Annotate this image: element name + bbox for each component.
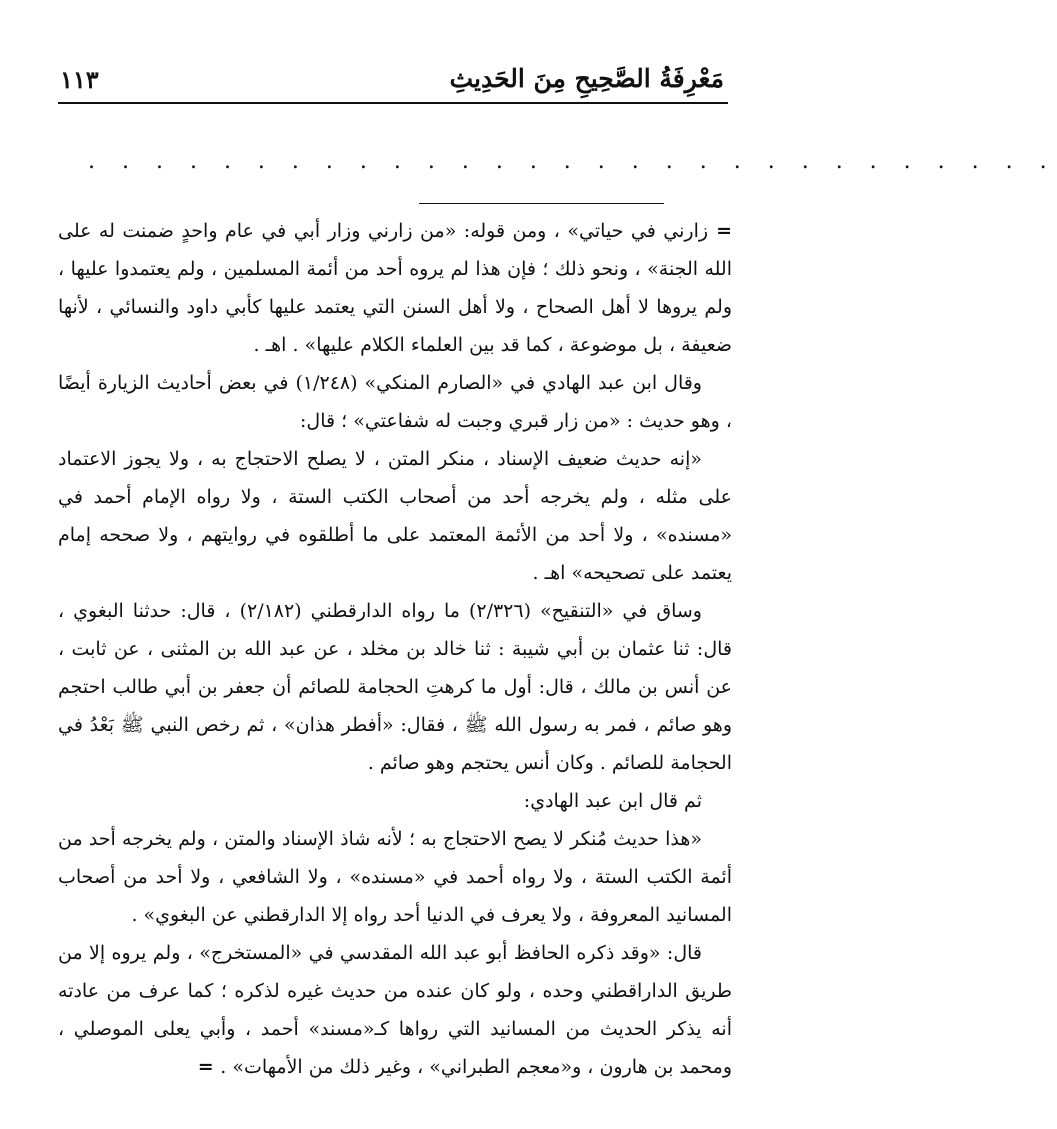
ellipsis-separator: . . . . . . . . . . . . . . . . . . . . . . . . . . . . . (88, 149, 1057, 174)
paragraph: وقال ابن عبد الهادي في «الصارم المنكي» (١/٢٤٨) في بعض أحاديث الزيارة أيضًا ، وهو حديث : «من زار قبري وجبت له شفاعتي» ؛ قال: (58, 372, 732, 432)
page-number: ١١٣ (60, 65, 99, 94)
paragraph: = زارني في حياتي» ، ومن قوله: «من زارني وزار أبي في عام واحدٍ ضمنت له على الله الجنة» ، ونحو ذلك ؛ فإن هذا لم يروه أحد من أئمة المسلمين ، ولم يعتمدوا عليها ، ولم يروها لا أهل الصحاح ، ولا أهل السنن التي يعتمد عليها كأبي داود والنسائي ، لأنها ضعيفة ، بل موضوعة ، كما قد بين العلماء الكلام عليها» . اهـ . (58, 212, 732, 364)
paragraph: «إنه حديث ضعيف الإسناد ، منكر المتن ، لا يصلح الاحتجاج به ، ولا يجوز الاعتماد على مثله ، ولم يخرجه أحد من أصحاب الكتب الستة ، ولا رواه الإمام أحمد في «مسنده» ، ولا أحد من الأئمة المعتمد على ما أطلقوه في روايتهم ، ولا صححه إمام يعتمد على تصحيحه» اهـ . (58, 448, 732, 584)
paragraph: قال: «وقد ذكره الحافظ أبو عبد الله المقدسي في «المستخرج» ، ولم يروه إلا من طريق الداراقطني وحده ، ولو كان عنده من حديث غيره لذكره ؛ كما عرف من عادته أنه يذكر الحديث من المسانيد التي رواها كـ«مسند» أحمد ، وأبي يعلى الموصلي ، ومحمد بن هارون ، و«معجم الطبراني» ، وغير ذلك من الأمهات» . = (58, 934, 732, 1086)
paragraph: وساق في «التنقيح» (٢/٣٢٦) ما رواه الدارقطني (٢/١٨٢) ، قال: حدثنا البغوي ، قال: ثنا عثمان بن أبي شيبة : ثنا خالد بن مخلد ، عن عبد الله بن المثنى ، عن ثابت ، عن أنس بن مالك ، قال: أول ما كرهتِ الحجامة للصائم أن جعفر بن أبي طالب احتجم وهو صائم ، فمر به رسول الله ﷺ ، فقال: «أفطر هذان» ، ثم رخص النبي ﷺ بَعْدُ في الحجامة للصائم . وكان أنس يحتجم وهو صائم . (58, 600, 732, 774)
footnote-body (58, 212, 732, 1078)
footnote-rule (419, 203, 664, 204)
header-rule (58, 102, 728, 104)
paragraph: «هذا حديث مُنكر لا يصح الاحتجاج به ؛ لأنه شاذ الإسناد والمتن ، ولم يخرجه أحد من أئمة الكتب الستة ، ولا رواه أحمد في «مسنده» ، ولا الشافعي ، ولا أحد من أصحاب المسانيد المعروفة ، ولا يعرف في الدنيا أحد رواه إلا الدارقطني عن البغوي» . (58, 828, 732, 926)
running-title: مَعْرِفَةُ الصَّحِيحِ مِنَ الحَدِيثِ (449, 64, 724, 93)
paragraph: ثم قال ابن عبد الهادي: (523, 790, 702, 812)
page-header (60, 56, 724, 102)
